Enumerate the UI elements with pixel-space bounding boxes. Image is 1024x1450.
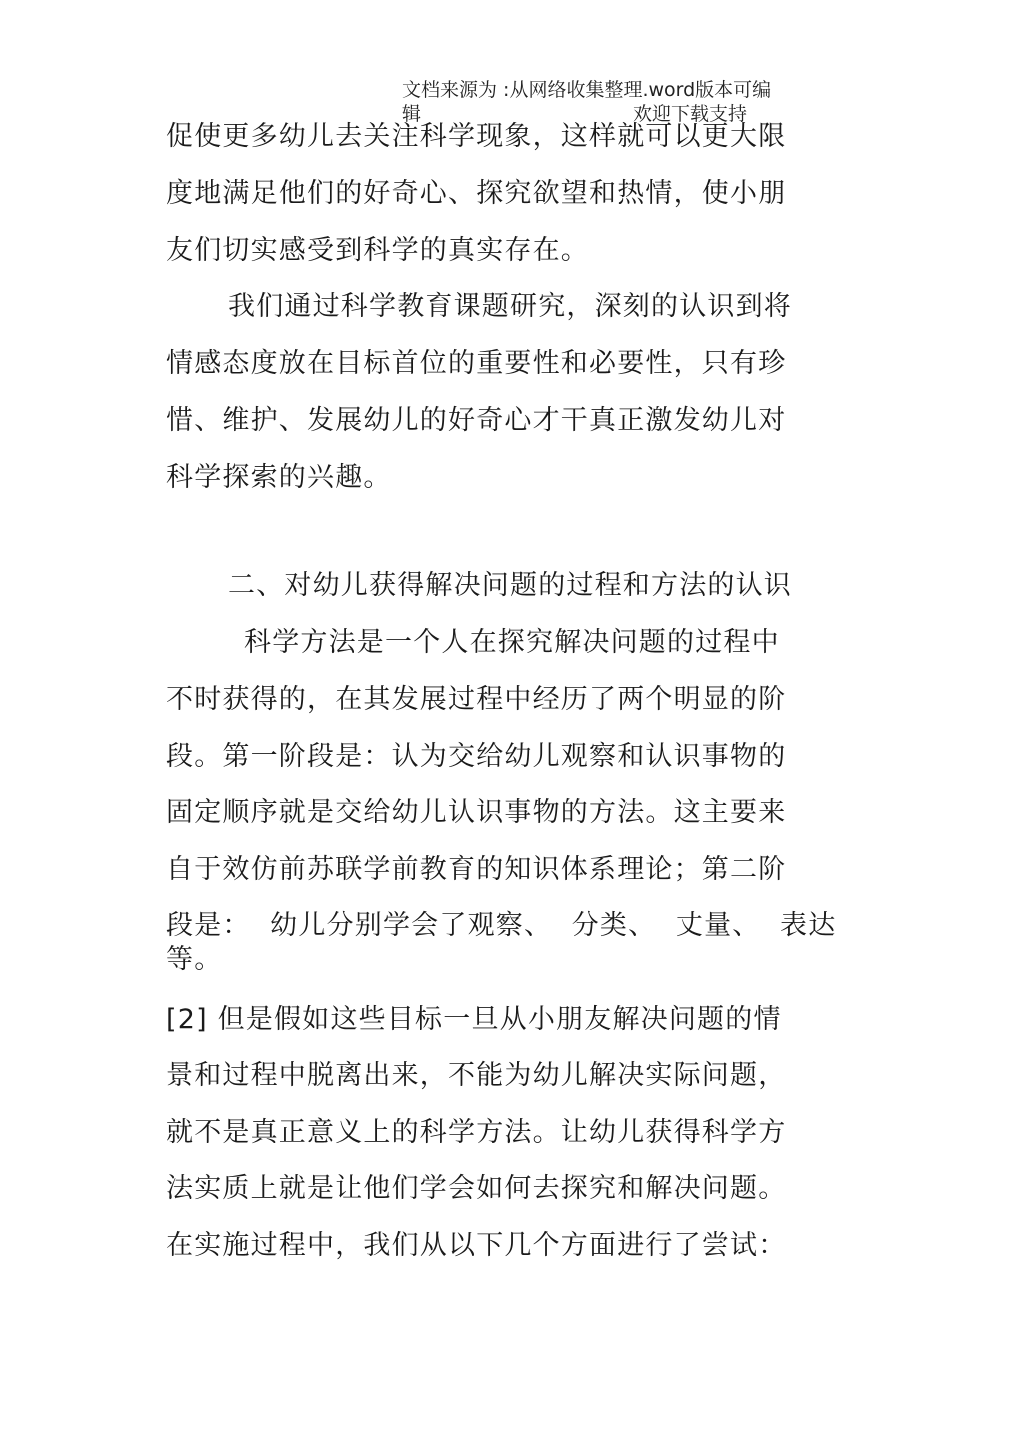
paragraph-1-line-2: 度地满足他们的好奇心、探究欲望和热情，使小朋: [166, 178, 787, 209]
paragraph-4-line-4: 法实质上就是让他们学会如何去探究和解决问题。: [166, 1173, 787, 1204]
paragraph-4-line-5: 在实施过程中，我们从以下几个方面进行了尝试：: [166, 1230, 787, 1261]
paragraph-3-line-6: 段是： 幼儿分别学会了观察、 分类、 丈量、 表达: [166, 910, 837, 941]
section-heading: 二、对幼儿获得解决问题的过程和方法的认识: [228, 570, 792, 601]
paragraph-3-line-2: 不时获得的，在其发展过程中经历了两个明显的阶: [166, 684, 787, 715]
source-note-line2-left: 辑: [402, 103, 422, 125]
paragraph-4-line-1: [166, 1003, 782, 1037]
paragraph-3-line-3: 段。第一阶段是：认为交给幼儿观察和认识事物的: [166, 741, 787, 772]
paragraph-3-line-4: 固定顺序就是交给幼儿认识事物的方法。这主要来: [166, 797, 787, 828]
paragraph-3-line-5: 自于效仿前苏联学前教育的知识体系理论；第二阶: [166, 854, 787, 885]
paragraph-2-line-1: 我们通过科学教育课题研究，深刻的认识到将: [228, 291, 792, 322]
source-note-line1: 文档来源为 :从网络收集整理.word版本可编: [402, 79, 772, 101]
paragraph-4-line-3: 就不是真正意义上的科学方法。让幼儿获得科学方: [166, 1117, 787, 1148]
paragraph-2-line-4: 科学探索的兴趣。: [166, 462, 392, 493]
paragraph-3-line-7: 等。: [166, 944, 223, 975]
source-note: [402, 78, 782, 126]
paragraph-1-line-3: 友们切实感受到科学的真实存在。: [166, 235, 589, 266]
source-note-line2-right: 欢迎下载支持: [632, 103, 747, 125]
paragraph-3-line-1: 科学方法是一个人在探究解决问题的过程中: [244, 627, 780, 658]
paragraph-2-line-2: 情感态度放在目标首位的重要性和必要性，只有珍: [166, 348, 787, 379]
footnote-reference: [2]: [166, 1004, 208, 1035]
paragraph-4-line-1-text: 但是假如这些目标一旦从小朋友解决问题的情: [207, 1004, 782, 1035]
paragraph-1-line-1: 促使更多幼儿去关注科学现象，这样就可以更大限: [166, 121, 787, 152]
paragraph-2-line-3: 惜、维护、发展幼儿的好奇心才干真正激发幼儿对: [166, 405, 787, 436]
paragraph-4-line-2: 景和过程中脱离出来，不能为幼儿解决实际问题，: [166, 1060, 787, 1091]
